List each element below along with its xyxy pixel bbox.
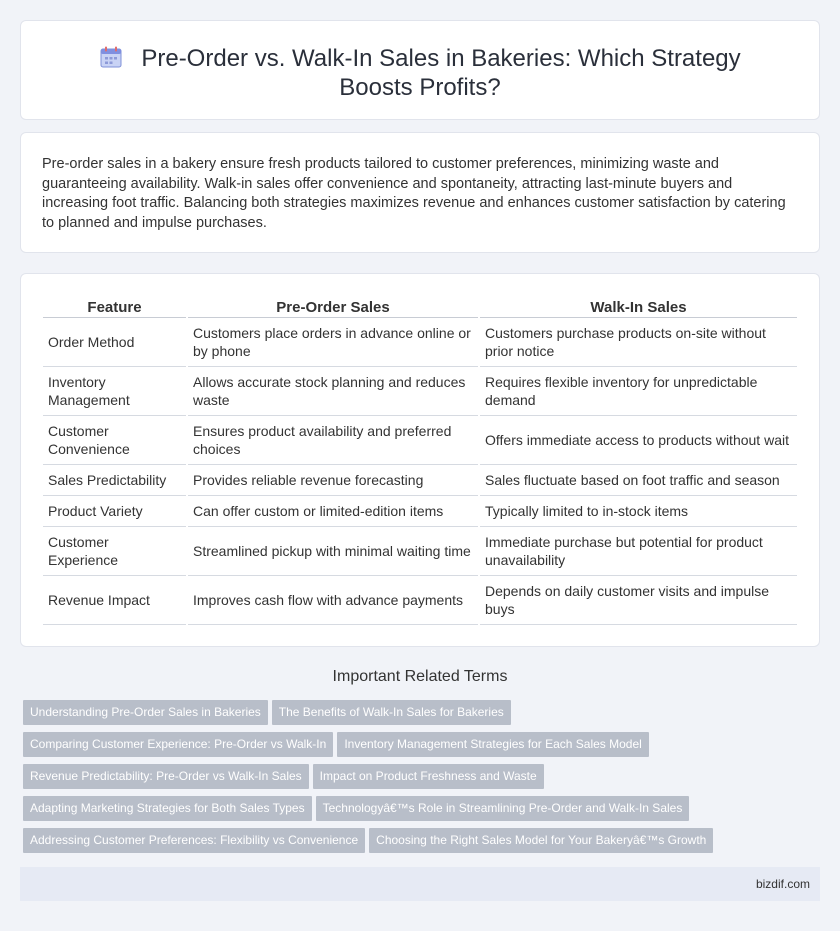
- related-term-link[interactable]: The Benefits of Walk-In Sales for Bakeries: [272, 700, 511, 725]
- feature-cell: Revenue Impact: [43, 576, 186, 625]
- walk-in-cell: Sales fluctuate based on foot traffic and season: [480, 465, 797, 496]
- walk-in-cell: Customers purchase products on-site without prior notice: [480, 318, 797, 367]
- page-title-wrap: [61, 44, 779, 102]
- pre-order-cell: Ensures product availability and preferred choices: [188, 416, 478, 465]
- header-walk-in: Walk-In Sales: [480, 296, 797, 318]
- table-header-row: [43, 296, 797, 318]
- pre-order-cell: Improves cash flow with advance payments: [188, 576, 478, 625]
- walk-in-cell: Typically limited to in-stock items: [480, 496, 797, 527]
- pre-order-cell: Allows accurate stock planning and reduces waste: [188, 367, 478, 416]
- table-row: [43, 465, 797, 496]
- tag-row: [23, 764, 813, 796]
- related-term-link[interactable]: Comparing Customer Experience: Pre-Order vs Walk-In: [23, 732, 333, 757]
- comparison-table: [41, 296, 799, 625]
- related-terms-title: Important Related Terms: [332, 668, 508, 685]
- intro-paragraph: Pre-order sales in a bakery ensure fresh products tailored to customer preferences, minimizing waste and guaranteeing availability. Walk-in sales offer convenience and spontaneity, attracting last-minute buyers and increasing foot traffic. Balancing both strategies maximizes revenue and enhances customer satisfaction by catering to planned and impulse purchases.: [42, 156, 786, 231]
- feature-cell: Order Method: [43, 318, 186, 367]
- related-term-link[interactable]: Technologyâ€™s Role in Streamlining Pre-Order and Walk-In Sales: [316, 796, 690, 821]
- header-pre-order: Pre-Order Sales: [188, 296, 478, 318]
- feature-cell: Product Variety: [43, 496, 186, 527]
- feature-cell: Sales Predictability: [43, 465, 186, 496]
- table-row: [43, 496, 797, 527]
- feature-cell: Customer Experience: [43, 527, 186, 576]
- calendar-icon: [99, 45, 123, 69]
- feature-cell: Customer Convenience: [43, 416, 186, 465]
- tag-row: [23, 732, 813, 764]
- related-term-link[interactable]: Impact on Product Freshness and Waste: [313, 764, 544, 789]
- intro-card: [20, 132, 820, 253]
- walk-in-cell: Offers immediate access to products without wait: [480, 416, 797, 465]
- page-title: Pre-Order vs. Walk-In Sales in Bakeries: Which Strategy Boosts Profits?: [141, 45, 741, 101]
- related-terms-list: [23, 700, 813, 860]
- footer-site-link[interactable]: bizdif.com: [755, 877, 810, 891]
- related-term-link[interactable]: Revenue Predictability: Pre-Order vs Walk-In Sales: [23, 764, 309, 789]
- related-term-link[interactable]: Addressing Customer Preferences: Flexibility vs Convenience: [23, 828, 365, 853]
- walk-in-cell: Immediate purchase but potential for product unavailability: [480, 527, 797, 576]
- header-feature: Feature: [43, 296, 186, 318]
- table-row: [43, 527, 797, 576]
- feature-cell: Inventory Management: [43, 367, 186, 416]
- walk-in-cell: Depends on daily customer visits and impulse buys: [480, 576, 797, 625]
- table-row: [43, 576, 797, 625]
- tag-row: [23, 828, 813, 860]
- pre-order-cell: Streamlined pickup with minimal waiting time: [188, 527, 478, 576]
- comparison-card: [20, 273, 820, 647]
- tag-row: [23, 700, 813, 732]
- pre-order-cell: Customers place orders in advance online or by phone: [188, 318, 478, 367]
- table-row: [43, 367, 797, 416]
- footer: [20, 867, 820, 901]
- title-card: [20, 20, 820, 120]
- tag-row: [23, 796, 813, 828]
- related-term-link[interactable]: Choosing the Right Sales Model for Your Bakeryâ€™s Growth: [369, 828, 713, 853]
- related-term-link[interactable]: Adapting Marketing Strategies for Both Sales Types: [23, 796, 312, 821]
- table-row: [43, 318, 797, 367]
- pre-order-cell: Can offer custom or limited-edition items: [188, 496, 478, 527]
- table-row: [43, 416, 797, 465]
- related-term-link[interactable]: Inventory Management Strategies for Each Sales Model: [337, 732, 649, 757]
- walk-in-cell: Requires flexible inventory for unpredictable demand: [480, 367, 797, 416]
- related-term-link[interactable]: Understanding Pre-Order Sales in Bakeries: [23, 700, 268, 725]
- pre-order-cell: Provides reliable revenue forecasting: [188, 465, 478, 496]
